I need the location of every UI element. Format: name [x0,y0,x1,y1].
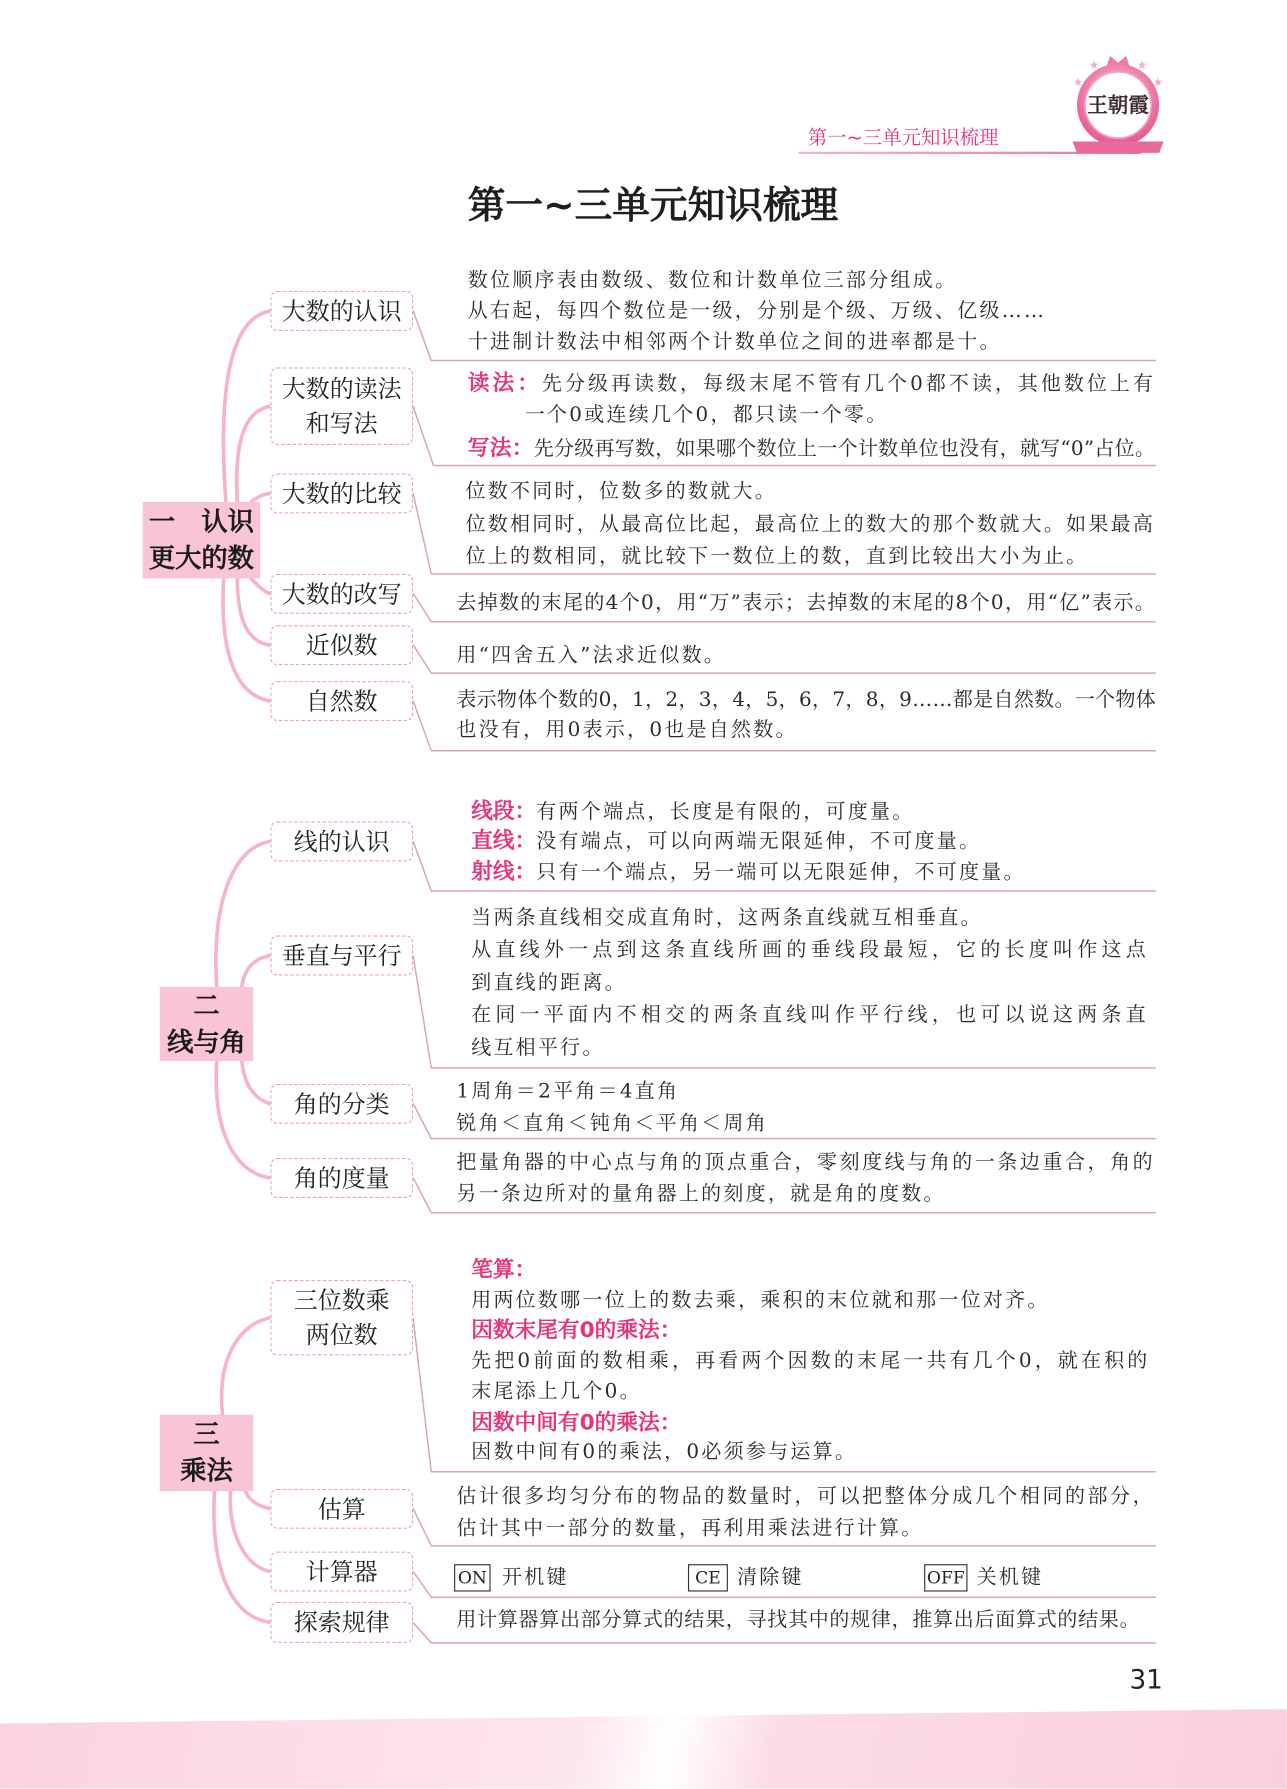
topic-box [270,1084,413,1124]
content-line: 线互相平行。 [471,1037,605,1060]
publisher-logo [1066,50,1171,164]
content-line: 把量角器的中心点与角的顶点重合，零刻度线与角的一条边重合，角的 [456,1151,1156,1174]
topic-label: 计算器 [305,1557,378,1586]
term-text: 只有一个端点，另一端可以无限延伸，不可度量。 [536,861,1026,885]
branch-line [223,578,270,701]
content-line: 估计很多均匀分布的物品的数量时，可以把整体分成几个相同的部分， [456,1485,1156,1509]
content-line: 另一条边所对的量角器上的刻度，就是角的度数。 [456,1183,946,1206]
term-text: 末尾添上几个0。 [471,1380,642,1404]
topic-label: 自然数 [305,687,378,715]
key-description: 清除键 [737,1566,804,1590]
unit-label-line: 更大的数 [148,543,254,574]
topic-label: 探索规律 [293,1608,390,1637]
topic-box [270,574,413,614]
branch-line [216,841,270,986]
topic-label: 两位数 [305,1321,378,1349]
content-line: 数位顺序表由数级、数位和计数单位三部分组成。 [467,269,958,293]
content-line: 位数相同时，从最高位比起，最高位上的数大的那个数就大。如果最高 [465,513,1156,537]
logo-ribbon [1072,141,1163,152]
content-line: 先把0前面的数相乘，再看两个因数的末尾一共有几个0，就在积的 [471,1349,1151,1373]
content-line: 从右起，每四个数位是一级，分别是个级、万级、亿级…… [467,300,1047,323]
unit-label-line: 线与角 [167,1027,246,1058]
content-line: 当两条直线相交成直角时，这两条直线就互相垂直。 [471,907,983,930]
topic-label: 三位数乘 [293,1286,390,1315]
topic-label: 大数的比较 [281,479,402,508]
topic-box [270,1489,413,1529]
content-line: 用“四舍五入”法求近似数。 [456,644,727,668]
key-description: 开机键 [501,1566,569,1590]
branch-line [222,1318,271,1415]
topic-label: 大数的认识 [281,297,402,325]
content-line [471,1256,536,1285]
content-line [468,370,1156,399]
content-line [468,435,1156,464]
content-line: 也没有，用0表示，0也是自然数。 [456,718,798,742]
branch-line [237,578,270,645]
topic-box [270,1280,413,1355]
term-label: 因数末尾有0的乘法： [471,1317,682,1343]
term-label: 写法： [467,435,534,461]
key-description: 关机键 [976,1566,1044,1590]
content-line [471,797,914,826]
page-title: 第一~三单元知识梳理 [467,182,839,228]
term-label: 因数中间有0的乘法： [471,1410,682,1436]
branch-line [230,1491,270,1571]
content-line [471,1317,681,1346]
topic-box [270,291,413,331]
content-line: 用计算器算出部分算式的结果，寻找其中的规律，推算出后面算式的结果。 [456,1608,1141,1632]
topic-box [270,625,413,665]
content-line: 位数不同时，位数多的数就大。 [465,480,777,504]
branch-line [242,1061,271,1104]
content-line: 1周角＝2平角＝4直角 [456,1080,680,1104]
content-line [525,402,889,429]
content-line [471,827,981,856]
calculator-key-on: ON [454,1564,491,1591]
term-label: 射线： [471,859,537,885]
term-label: 读法： [467,370,542,396]
term-text: 有两个端点，长度是有限的，可度量。 [536,800,915,824]
topic-box [270,473,413,513]
branch-line [242,956,271,987]
branch-line [245,1491,270,1509]
content-line: 估计其中一部分的数量，再利用乘法进行计算。 [456,1517,924,1541]
unit-label-line: 乘法 [180,1456,233,1487]
branch-line [251,493,270,502]
term-text: 先分级再读数，每级末尾不管有几个0都不读，其他数位上有 [541,373,1156,396]
topic-box [270,1552,413,1592]
topic-box [270,936,413,976]
term-label: 笔算： [471,1257,537,1283]
unit-label-box [143,502,261,578]
topic-box [270,367,413,445]
term-text: 因数中间有0的乘法，0必须参与运算。 [471,1440,858,1464]
content-line [471,1409,681,1438]
topic-box [270,821,413,861]
topic-label: 线的认识 [293,827,390,856]
calculator-key-ce: CE [688,1564,728,1591]
topic-label: 角的分类 [293,1090,390,1118]
content-line: 锐角＜直角＜钝角＜平角＜周角 [456,1112,768,1136]
term-text: 先分级再写数，如果哪个数位上一个计数单位也没有，就写“0”占位。 [533,438,1156,461]
term-text: 用两位数哪一位上的数去乘，乘积的末位就和那一位对齐。 [471,1289,1050,1313]
content-line [471,1287,1049,1314]
calculator-key-off: OFF [924,1564,967,1591]
term-text: 一个0或连续几个0，都只读一个零。 [524,403,889,427]
topic-label: 大数的改写 [281,580,402,608]
term-label: 直线： [471,828,537,854]
topic-label: 角的度量 [293,1164,390,1192]
unit-label-line: 二 [193,990,220,1021]
content-line: 到直线的距离。 [471,972,627,995]
unit-label-line: 一 认识 [148,507,254,537]
page-number: 31 [1129,1665,1163,1696]
branch-line [214,1491,270,1622]
topic-label: 和写法 [305,409,378,437]
topic-label: 估算 [317,1495,366,1523]
term-label: 线段： [471,798,537,824]
content-line: 在同一平面内不相交的两条直线叫作平行线，也可以说这两条直 [471,1003,1151,1027]
unit-label-line: 三 [193,1419,220,1450]
content-line [471,858,1025,887]
content-line [471,1439,857,1466]
unit-label-box [160,1415,254,1491]
branch-line [251,578,270,593]
topic-label: 垂直与平行 [281,941,402,970]
content-line: 从直线外一点到这条直线所画的垂线段最短，它的长度叫作这点 [471,938,1151,962]
logo-wordmark: 王朝霞 [1087,92,1149,117]
term-text: 没有端点，可以向两端无限延伸，不可度量。 [536,830,982,854]
topic-box [270,1158,413,1198]
branch-line [216,1061,270,1178]
branch-line [237,406,271,502]
topic-label: 大数的读法 [281,375,402,403]
topic-box [270,1602,413,1643]
content-line [471,1378,642,1405]
unit-label-box [160,987,254,1061]
topic-label: 近似数 [305,631,378,659]
content-line: 表示物体个数的0，1，2，3，4，5，6，7，8，9……都是自然数。一个物体 [456,689,1157,712]
topic-box [270,681,413,721]
content-line: 位上的数相同，就比较下一数位上的数，直到比较出大小为止。 [465,545,1089,569]
running-title: 第一~三单元知识梳理 [807,126,999,150]
content-line: 十进制计数法中相邻两个计数单位之间的进率都是十。 [467,330,1002,354]
content-line: 去掉数的末尾的4个0，用“万”表示；去掉数的末尾的8个0，用“亿”表示。 [456,592,1157,615]
